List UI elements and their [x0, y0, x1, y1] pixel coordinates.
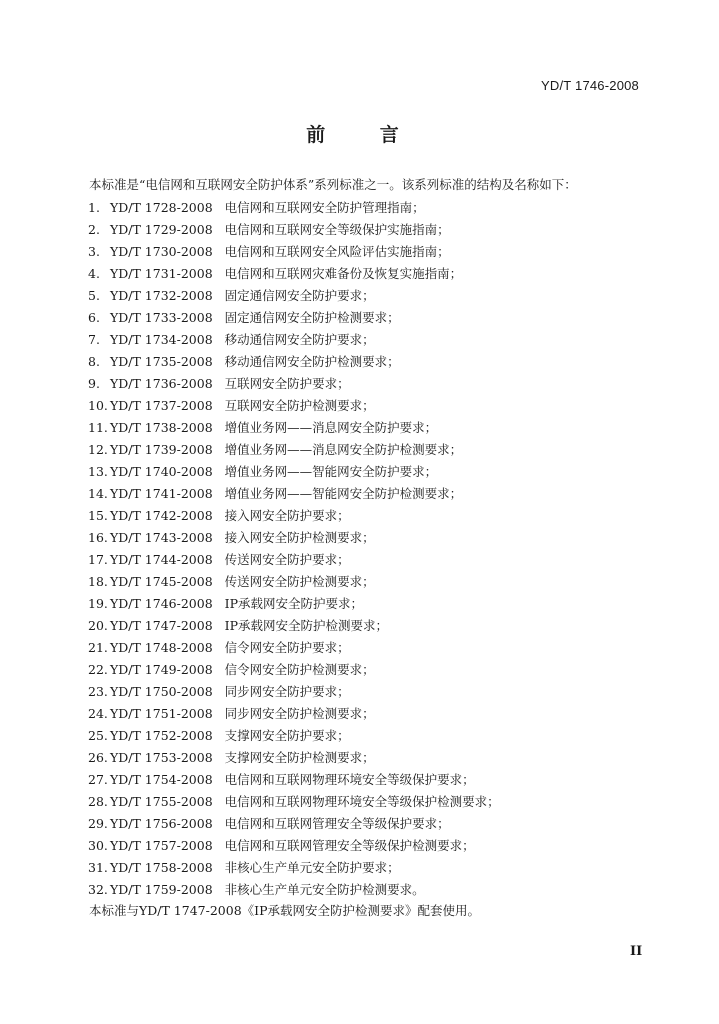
list-item	[88, 263, 500, 285]
list-item-code: YD/T 1731-2008	[110, 266, 213, 281]
list-item-code: YD/T 1753-2008	[110, 750, 213, 765]
list-item	[88, 483, 500, 505]
list-item	[88, 527, 500, 549]
list-item-code: YD/T 1730-2008	[110, 244, 213, 259]
list-item	[88, 681, 500, 703]
list-item-title: 电信网和互联网安全防护管理指南；	[224, 200, 425, 215]
list-item-number: 27.	[88, 772, 108, 787]
list-item	[88, 505, 500, 527]
list-item-title: 电信网和互联网安全风险评估实施指南；	[224, 244, 450, 259]
list-item-number: 22.	[88, 662, 108, 677]
list-item-number: 10.	[88, 398, 108, 413]
page-title: 前 言	[306, 124, 423, 146]
list-item-title: 增值业务网——消息网安全防护检测要求；	[224, 442, 463, 457]
list-item-code: YD/T 1742-2008	[110, 508, 213, 523]
list-item	[88, 747, 500, 769]
list-item-code: YD/T 1758-2008	[110, 860, 213, 875]
list-item-code: YD/T 1752-2008	[110, 728, 213, 743]
list-item-title: 信令网安全防护检测要求；	[224, 662, 375, 677]
list-item-code: YD/T 1750-2008	[110, 684, 213, 699]
list-item-number: 28.	[88, 794, 108, 809]
list-item-title: IP承载网安全防护检测要求；	[224, 618, 389, 633]
list-item	[88, 197, 500, 219]
list-item	[88, 637, 500, 659]
list-item-number: 23.	[88, 684, 108, 699]
list-item-code: YD/T 1738-2008	[110, 420, 213, 435]
list-item-number: 32.	[88, 882, 108, 897]
list-item-title: 电信网和互联网物理环境安全等级保护检测要求；	[224, 794, 500, 809]
list-item-title: 互联网安全防护要求；	[224, 376, 350, 391]
list-item	[88, 461, 500, 483]
list-item	[88, 879, 500, 901]
list-item-number: 8.	[88, 354, 100, 369]
list-item	[88, 241, 500, 263]
list-item	[88, 615, 500, 637]
list-item-title: 移动通信网安全防护要求；	[224, 332, 375, 347]
list-item-number: 11.	[88, 420, 108, 435]
list-item-title: IP承载网安全防护要求；	[224, 596, 364, 611]
intro-paragraph: 本标准是“电信网和互联网安全防护体系”系列标准之一。该系列标准的结构及名称如下：	[89, 177, 577, 192]
list-item-title: 支撑网安全防护检测要求；	[224, 750, 375, 765]
list-item-title: 接入网安全防护要求；	[224, 508, 350, 523]
list-item-code: YD/T 1743-2008	[110, 530, 213, 545]
list-item-number: 17.	[88, 552, 108, 567]
list-item-code: YD/T 1735-2008	[110, 354, 213, 369]
list-item-title: 互联网安全防护检测要求；	[224, 398, 375, 413]
list-item-number: 12.	[88, 442, 108, 457]
list-item	[88, 351, 500, 373]
list-item-code: YD/T 1729-2008	[110, 222, 213, 237]
list-item-title: 接入网安全防护检测要求；	[224, 530, 375, 545]
list-item	[88, 285, 500, 307]
list-item-number: 4.	[88, 266, 100, 281]
list-item-number: 9.	[88, 376, 100, 391]
list-item-number: 7.	[88, 332, 100, 347]
list-item-number: 14.	[88, 486, 108, 501]
list-item-code: YD/T 1757-2008	[110, 838, 213, 853]
list-item-code: YD/T 1748-2008	[110, 640, 213, 655]
list-item-code: YD/T 1739-2008	[110, 442, 213, 457]
list-item-title: 固定通信网安全防护检测要求；	[224, 310, 400, 325]
list-item	[88, 571, 500, 593]
list-item	[88, 725, 500, 747]
list-item-number: 24.	[88, 706, 108, 721]
list-item-title: 增值业务网——消息网安全防护要求；	[224, 420, 438, 435]
list-item-title: 同步网安全防护检测要求；	[224, 706, 375, 721]
list-item-number: 20.	[88, 618, 108, 633]
list-item-number: 5.	[88, 288, 100, 303]
list-item-number: 6.	[88, 310, 100, 325]
document-code: YD/T 1746-2008	[541, 78, 639, 93]
list-item	[88, 791, 500, 813]
list-item	[88, 593, 500, 615]
list-item	[88, 219, 500, 241]
list-item-code: YD/T 1737-2008	[110, 398, 213, 413]
list-item-title: 电信网和互联网管理安全等级保护要求；	[224, 816, 450, 831]
list-item-number: 13.	[88, 464, 108, 479]
list-item-title: 移动通信网安全防护检测要求；	[224, 354, 400, 369]
page-number: II	[630, 944, 643, 959]
list-item-title: 电信网和互联网安全等级保护实施指南；	[224, 222, 450, 237]
list-item	[88, 703, 500, 725]
list-item-title: 固定通信网安全防护要求；	[224, 288, 375, 303]
list-item-code: YD/T 1733-2008	[110, 310, 213, 325]
list-item-number: 18.	[88, 574, 108, 589]
list-item-number: 29.	[88, 816, 108, 831]
list-item-code: YD/T 1741-2008	[110, 486, 213, 501]
list-item	[88, 659, 500, 681]
list-item-code: YD/T 1759-2008	[110, 882, 213, 897]
list-item-number: 15.	[88, 508, 108, 523]
list-item-number: 31.	[88, 860, 108, 875]
list-item-title: 电信网和互联网灾难备份及恢复实施指南；	[224, 266, 463, 281]
list-item-title: 同步网安全防护要求；	[224, 684, 350, 699]
list-item-code: YD/T 1732-2008	[110, 288, 213, 303]
list-item-code: YD/T 1751-2008	[110, 706, 213, 721]
list-item-number: 25.	[88, 728, 108, 743]
list-item-code: YD/T 1756-2008	[110, 816, 213, 831]
list-item-code: YD/T 1747-2008	[110, 618, 213, 633]
list-item-number: 1.	[88, 200, 100, 215]
list-item	[88, 857, 500, 879]
list-item	[88, 395, 500, 417]
list-item	[88, 835, 500, 857]
list-item-code: YD/T 1728-2008	[110, 200, 213, 215]
list-item-code: YD/T 1734-2008	[110, 332, 213, 347]
list-item-code: YD/T 1749-2008	[110, 662, 213, 677]
list-item-number: 16.	[88, 530, 108, 545]
list-item-code: YD/T 1744-2008	[110, 552, 213, 567]
list-item	[88, 307, 500, 329]
list-item	[88, 769, 500, 791]
list-item	[88, 329, 500, 351]
list-item-title: 非核心生产单元安全防护要求；	[224, 860, 400, 875]
list-item-title: 增值业务网——智能网安全防护检测要求；	[224, 486, 463, 501]
list-item-number: 30.	[88, 838, 108, 853]
list-item-title: 电信网和互联网管理安全等级保护检测要求；	[224, 838, 475, 853]
list-item-title: 传送网安全防护检测要求；	[224, 574, 375, 589]
list-item	[88, 439, 500, 461]
list-item	[88, 417, 500, 439]
list-item-number: 19.	[88, 596, 108, 611]
list-item-title: 电信网和互联网物理环境安全等级保护要求；	[224, 772, 475, 787]
list-item-title: 传送网安全防护要求；	[224, 552, 350, 567]
list-item-number: 21.	[88, 640, 108, 655]
list-item-number: 26.	[88, 750, 108, 765]
list-item-code: YD/T 1745-2008	[110, 574, 213, 589]
list-item-number: 3.	[88, 244, 100, 259]
list-item-title: 支撑网安全防护要求；	[224, 728, 350, 743]
list-item	[88, 549, 500, 571]
list-item-code: YD/T 1754-2008	[110, 772, 213, 787]
list-item-code: YD/T 1736-2008	[110, 376, 213, 391]
list-item-number: 2.	[88, 222, 100, 237]
list-item-title: 增值业务网——智能网安全防护要求；	[224, 464, 438, 479]
list-item-code: YD/T 1755-2008	[110, 794, 213, 809]
list-item-title: 非核心生产单元安全防护检测要求。	[224, 882, 425, 897]
list-item	[88, 373, 500, 395]
standards-list	[88, 197, 500, 901]
list-item-title: 信令网安全防护要求；	[224, 640, 350, 655]
closing-paragraph: 本标准与YD/T 1747-2008《IP承载网安全防护检测要求》配套使用。	[89, 903, 480, 918]
list-item-code: YD/T 1746-2008	[110, 596, 213, 611]
list-item	[88, 813, 500, 835]
list-item-code: YD/T 1740-2008	[110, 464, 213, 479]
